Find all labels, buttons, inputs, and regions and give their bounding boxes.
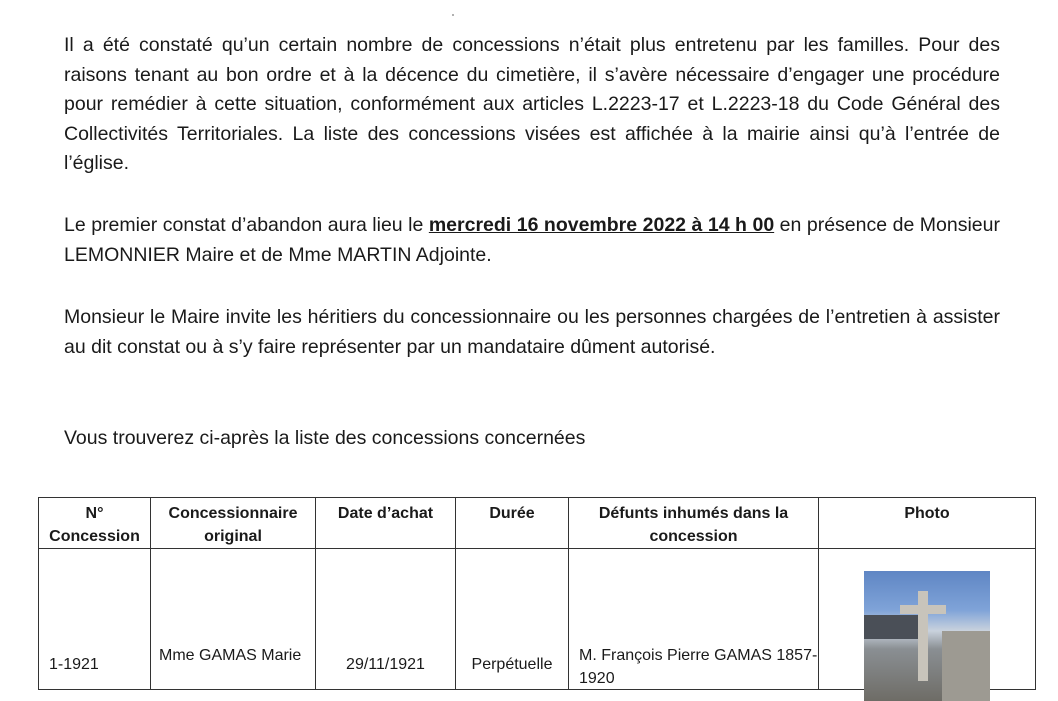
- header-photo: Photo: [819, 498, 1036, 549]
- date-achat-value: 29/11/1921: [346, 656, 425, 673]
- constat-text-before: Le premier constat d’abandon aura lieu le: [64, 214, 429, 236]
- cell-defunts: [569, 549, 819, 690]
- cell-photo: [819, 549, 1036, 690]
- paragraph-constat-date: [64, 211, 1000, 270]
- cell-duree: [456, 549, 569, 690]
- header-duree: Durée: [456, 498, 569, 549]
- concessionnaire-value: Mme GAMAS Marie: [159, 647, 302, 664]
- cell-date-achat: [316, 549, 456, 690]
- paragraph-intro: Il a été constaté qu’un certain nombre de concessions n’était plus entretenu par les familles. Pour des raisons tenant au bon ordre et à la décence du cimetière, il s’avère nécessaire d’engager une procédure pour remédier à cette situation, conformément aux articles L.2223-17 et L.2223-18 du Code Général des Collectivités Territoriales. La liste des concessions visées est affichée à la mairie ainsi qu’à l’entrée de l’église.: [64, 34, 1000, 174]
- duree-value: Perpétuelle: [471, 656, 553, 673]
- constat-text-after: en présence de Monsieur LEMONNIER Maire et de Mme MARTIN Adjointe.: [64, 214, 1000, 266]
- header-concessionnaire: Concessionnaire original: [151, 498, 316, 549]
- cell-concessionnaire: [151, 549, 316, 690]
- header-date-achat: Date d’achat: [316, 498, 456, 549]
- table-row: [39, 549, 1036, 690]
- defunts-value: M. François Pierre GAMAS 1857-1920: [579, 647, 818, 687]
- constat-date: mercredi 16 novembre 2022 à 14 h 00: [428, 214, 775, 236]
- scan-speck: [452, 14, 454, 16]
- numero-value: 1-1921: [49, 656, 99, 673]
- table-header-row: [39, 498, 1036, 549]
- header-numero: N° Concession: [39, 498, 151, 549]
- paragraph-list-intro: Vous trouverez ci-après la liste des concessions concernées: [64, 427, 586, 449]
- header-defunts: Défunts inhumés dans la concession: [569, 498, 819, 549]
- concessions-table: [38, 497, 1036, 690]
- grave-photo: [864, 571, 990, 701]
- cell-numero: [39, 549, 151, 690]
- paragraph-invitation: Monsieur le Maire invite les héritiers du concessionnaire ou les personnes chargées de l’entretien à assister au dit constat ou à s’y faire représenter par un mandataire dûment autorisé.: [64, 306, 1000, 358]
